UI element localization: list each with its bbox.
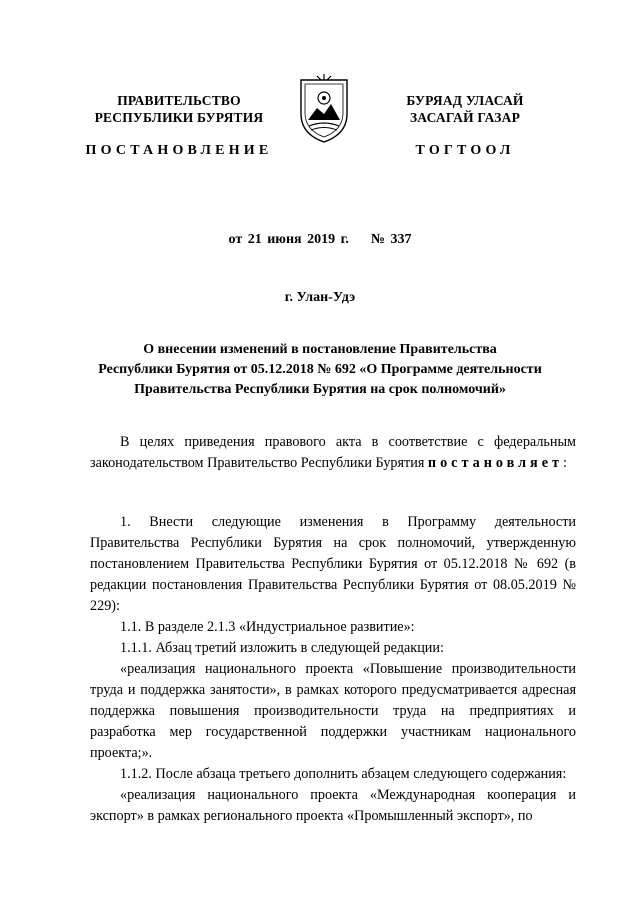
header-left-line-1: ПРАВИТЕЛЬСТВО: [117, 93, 241, 108]
header-right-line-2: ЗАСАГАЙ ГАЗАР: [409, 110, 521, 125]
header-right-line-1: БУРЯАД УЛАСАЙ: [406, 93, 524, 108]
header-left: [76, 92, 282, 158]
coat-of-arms-emblem-icon: [295, 74, 353, 144]
intro-paragraph: [90, 432, 576, 474]
title-line-2: Республики Бурятия от 05.12.2018 № 692 «О Программе деятельности: [98, 362, 542, 377]
document-date-number: от 21 июня 2019 г. № 337: [228, 232, 412, 247]
title-line-3: Правительства Республики Бурятия на срок полномочий»: [134, 382, 506, 397]
paragraph-6: «реализация национального проекта «Международная кооперация и экспорт» в рамках регионального проекта «Промышленный экспорт», по: [90, 787, 576, 824]
paragraph-4: «реализация национального проекта «Повышение производительности труда и поддержка занятости», в рамках которого предусматривается адресная поддержка повышения производительности труда на предприятиях и разработка мер государственной поддержки участникам национального проекта;».: [90, 661, 576, 761]
paragraph-1: 1. Внести следующие изменения в Программу деятельности Правительства Республики Бурятия на срок полномочий, утвержденную постановлением Правительства Республики Бурятия от 05.12.2018 № 692 (в редакции постановления Правительства Республики Бурятия от 08.05.2019 № 229):: [90, 514, 576, 614]
intro-text: В целях приведения правового акта в соответствие с федеральным законодательством Правительство Республики Бурятия: [90, 434, 576, 471]
title-line-1: О внесении изменений в постановление Правительства: [143, 342, 497, 357]
header-right-doc-type: ТОГТООЛ: [415, 143, 515, 158]
intro-end: :: [563, 455, 567, 471]
document-city: г. Улан-Удэ: [284, 290, 356, 305]
paragraph-3: 1.1.1. Абзац третий изложить в следующей редакции:: [120, 640, 444, 656]
paragraph-2: 1.1. В разделе 2.1.3 «Индустриальное развитие»:: [120, 619, 415, 635]
intro-spaced-word: постановляет: [427, 455, 563, 471]
header-left-line-2: РЕСПУБЛИКИ БУРЯТИЯ: [94, 110, 264, 125]
paragraph-5: 1.1.2. После абзаца третьего дополнить абзацем следующего содержания:: [120, 766, 567, 782]
document-title: [60, 340, 580, 400]
header-left-doc-type: ПОСТАНОВЛЕНИЕ: [85, 143, 273, 158]
header-right: [372, 92, 558, 158]
amendments-body: [90, 512, 576, 827]
